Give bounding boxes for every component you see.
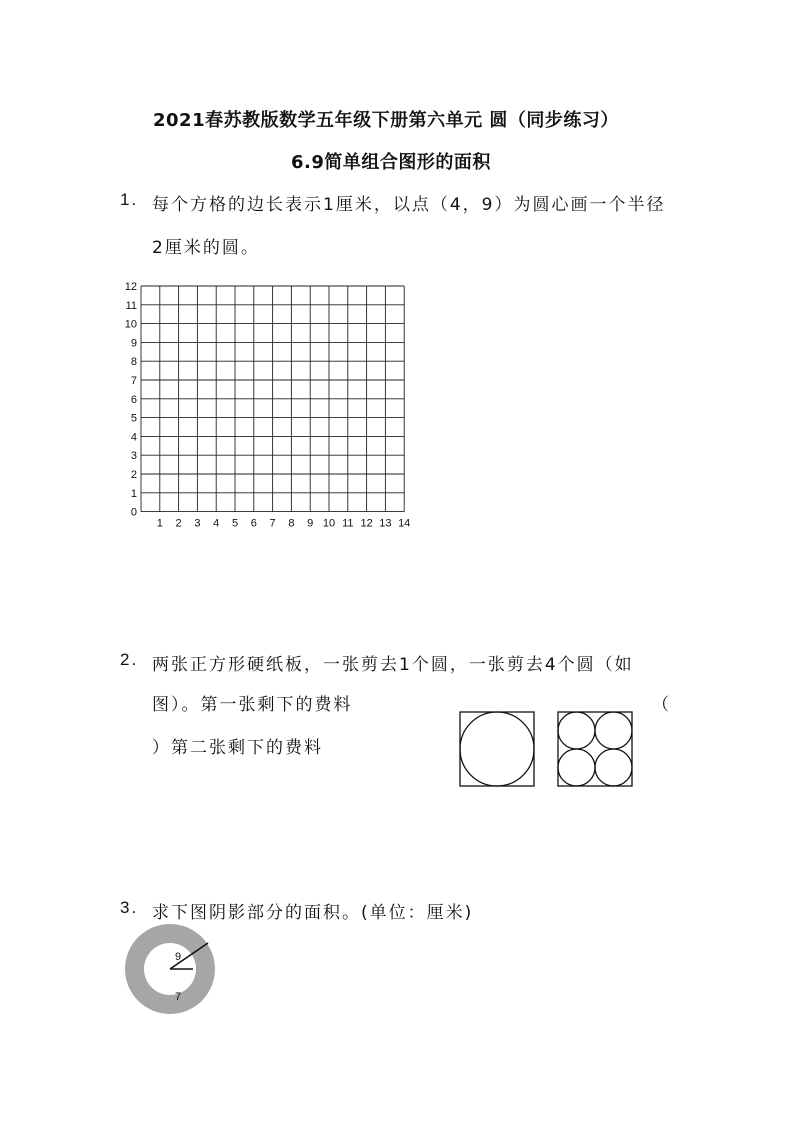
- grid-y-label: 3: [130, 450, 137, 463]
- cut-circle: [595, 712, 632, 749]
- cut-circle: [460, 712, 534, 786]
- grid-x-label: 3: [194, 517, 201, 530]
- grid-y-label: 10: [124, 318, 137, 331]
- page-subtitle: 6.9简单组合图形的面积: [291, 152, 491, 173]
- grid-x-label: 5: [231, 517, 239, 530]
- q2-number: 2.: [120, 650, 139, 669]
- q2-text-line2: 图）。第一张剩下的费料: [152, 695, 353, 715]
- grid-y-label: 2: [130, 469, 137, 481]
- q2-figure-one-circle: [459, 711, 537, 789]
- square-board: [558, 712, 632, 786]
- grid-x-label: 1: [156, 517, 163, 530]
- q3-annulus-figure: [120, 922, 220, 1016]
- outer-radius-label: 9: [175, 951, 182, 963]
- grid-y-label: 1: [130, 487, 137, 500]
- grid-x-label: 4: [213, 517, 220, 530]
- q2-figure-four-circles: [557, 711, 635, 789]
- q1-number: 1.: [120, 190, 139, 209]
- grid-x-label: 9: [307, 517, 314, 530]
- grid-y-label: 8: [130, 356, 137, 369]
- cut-circle: [595, 749, 632, 786]
- q3-text-line1: 求下图阴影部分的面积。(单位：厘米): [152, 903, 474, 923]
- q3-number: 3.: [120, 898, 139, 917]
- grid-lines: [141, 286, 404, 512]
- grid-x-label: 14: [398, 517, 411, 530]
- cut-circle: [558, 712, 595, 749]
- q2-answer-paren-open: （: [652, 695, 671, 715]
- q2-text-line1: 两张正方形硬纸板，一张剪去1个圆，一张剪去4个圆（如: [152, 655, 634, 675]
- grid-y-label: 6: [130, 393, 137, 406]
- grid-x-label: 2: [175, 517, 182, 530]
- grid-x-label: 11: [342, 517, 354, 530]
- grid-y-label: 5: [130, 412, 137, 425]
- grid-x-label: 7: [269, 517, 276, 530]
- grid-y-axis-labels: [125, 281, 137, 519]
- grid-x-axis-labels: [157, 518, 411, 530]
- grid-x-label: 10: [322, 517, 336, 530]
- grid-y-label: 11: [125, 299, 137, 312]
- cut-circle: [558, 749, 595, 786]
- page-title: 2021春苏教版数学五年级下册第六单元 圆（同步练习）: [153, 110, 619, 131]
- grid-y-label: 0: [130, 506, 137, 519]
- q1-coordinate-grid: [110, 276, 420, 536]
- grid-y-label: 12: [124, 281, 137, 293]
- grid-x-label: 8: [288, 517, 295, 530]
- grid-x-label: 13: [379, 517, 392, 530]
- grid-x-label: 12: [360, 517, 373, 530]
- grid-x-label: 6: [250, 517, 257, 530]
- inner-radius-label: 7: [175, 991, 182, 1003]
- grid-y-label: 9: [130, 337, 137, 350]
- grid-y-label: 4: [130, 431, 137, 444]
- q2-text-line3: ）第二张剩下的费料: [152, 738, 323, 758]
- q1-text-line1: 每个方格的边长表示1厘米，以点（4，9）为圆心画一个半径: [152, 195, 666, 215]
- grid-y-label: 7: [130, 375, 137, 387]
- q1-text-line2: 2厘米的圆。: [152, 238, 260, 258]
